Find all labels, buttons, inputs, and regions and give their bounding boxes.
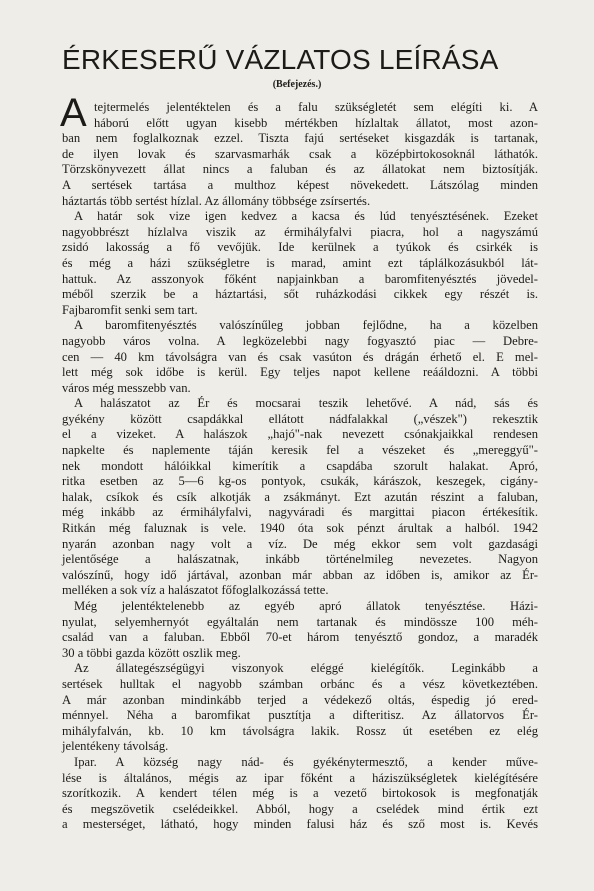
text-line: sertések hulltak el nagyobb számban orbánc és a vész következtében. [62,676,538,691]
drop-cap: A [60,91,87,135]
text-line: jelentősége a halászatnak, inkább történelmileg nevezetes. Nagyon [62,552,538,567]
text-line: A már azonban mindinkább terjed a védekező oltás, éspedig jó ered- [62,692,538,707]
text-line: halak, csíkok és csík alkotják a zsákmányt. Ezt azután részint a faluban, [62,489,538,504]
text-line: valószínű, hogy idő jártával, azonban már abban az időben is, amikor az Ér- [62,567,538,582]
text-line: és még a házi szükségletre is marad, amint ezt táplálkozásukból lát- [62,255,538,270]
text-line: gyékény között csapdákkal ellátott nádfalakkal („vészek") rekesztik [62,411,538,426]
page-subtitle: (Befejezés.) [272,79,322,90]
text-line: háztartás több sertést hízlal. Az állomány többsége zsírsertés. [62,193,371,208]
text-line: el a vizeket. A halászok „hajó"-nak nevezett csónakjaikkal rendesen [62,427,538,442]
text-line: nek mondott hálóikkal kimerítik a csapdába szorult halakat. Apró, [62,458,538,473]
text-line: lése is általános, mégis az ipar főként a háziszükségletek kielégítésére [62,770,538,785]
text-line: de ilyen lovak és szarvasmarhák csak a középbirtokosoknál láthatók. [62,146,538,161]
text-line: város még messzebb van. [62,380,191,395]
text-line: hattuk. Az asszonyok főként napjainkban a baromfitenyésztés jövedel- [62,271,538,286]
text-line: mihályfalván, kb. 10 km távolságra lakik. Rossz út esetében ez elég [62,723,538,738]
text-line: napkelte és naplemente táján keresik fel a vészeket és „mereggyű"- [62,443,538,458]
text-line: Az állategészségügyi viszonyok eléggé kielégítők. Leginkább a [74,661,538,676]
text-line: melléken a sok víz a halászatot főfoglalkozássá tette. [62,583,329,598]
text-line: háború előtt ugyan kisebb mértékben hízlaltak állatot, most azon- [94,115,538,130]
article-body [62,100,538,833]
text-line: Fajbaromfit senki sem tart. [62,302,198,317]
text-line: lett még sok időbe is kerül. Egy teljes napot kellene reááldozni. A többi [62,365,538,380]
text-line: nagyobb város volna. A legközelebbi nagy fogyasztó piac — Debre- [62,333,538,348]
text-line: Még jelentéktelenebb az egyéb apró állatok tenyésztése. Házi- [74,599,538,613]
text-line: jelentékeny távolság. [62,739,169,754]
text-line: A halászatot az Ér és mocsarai teszik lehetővé. A nád, sás és [74,396,538,411]
text-line: tejtermelés jelentéktelen és a falu szükségletét sem elégíti ki. A [94,100,538,114]
text-line: szorítkozik. A kendert télen még is a vezető birtokosok is megfonatják [62,786,538,801]
text-line: ritka esetben az 5—6 kg-os pontyok, csukák, kárászok, keszegek, cigány- [62,474,538,489]
text-line: Ritkán még faluznak is vele. 1940 óta sok pénzt árultak a halból. 1942 [62,521,538,536]
text-line: A határ sok vize igen kedvez a kacsa és lúd tenyésztésének. Ezeket [74,209,538,224]
text-line: a mesterséget, látható, hogy minden falusi ház és sző most is. Kevés [62,817,538,832]
text-line: család van a faluban. Ebből 70-et három tenyésztő gondoz, a maradék [62,630,538,645]
text-line: 30 a többi gazda között oszlik meg. [62,645,241,660]
text-line: nyulat, selyemhernyót egyáltalán nem tartanak és mindössze 100 méh- [62,614,538,629]
text-line: és megszövetik cselédeikkel. Abból, hogy a cselédek mind értik ezt [62,801,538,816]
text-line: Ipar. A község nagy nád- és gyékénytermesztő, a kender műve- [74,754,538,769]
text-line: A sertések tartása a multhoz képest növekedett. Látszólag minden [62,177,538,192]
page-title: ÉRKESERŰ VÁZLATOS LEÍRÁSA [62,44,499,75]
text-line: ménnyel. Néha a baromfikat pusztítja a difteritisz. Az állatorvos Ér- [62,708,538,723]
text-line: zsidó lakosság a fő vevőjük. Ide kerülnek a tyúkok és csirkék is [62,240,538,255]
text-line: cen — 40 km távolságra van és csak vasúton és drágán érhető el. E mel- [62,349,538,364]
text-line: méből szerzik be a háztartási, sőt ruházkodási cikkek egy részét is. [62,287,538,302]
text-line: A baromfitenyésztés valószínűleg jobban fejlődne, ha a közelben [74,318,538,333]
text-line: nyarán azonban nagy volt a víz. De még ekkor sem volt gazdasági [62,536,538,551]
text-line: nagyobbrészt hízlalva viszik az érmihályfalvi piacra, hol a nagyszámú [62,224,538,239]
text-line: még inkább az érmihályfalvi, nagyváradi és margittai piacon értékesítik. [62,505,538,520]
text-line: ban nem foglalkoznak ezzel. Tiszta fajú sertéseket kisgazdák is tartanak, [62,131,538,146]
text-line: Törzskönyvezett állat nincs a faluban és az állatokat nem biztosítják. [62,162,538,177]
